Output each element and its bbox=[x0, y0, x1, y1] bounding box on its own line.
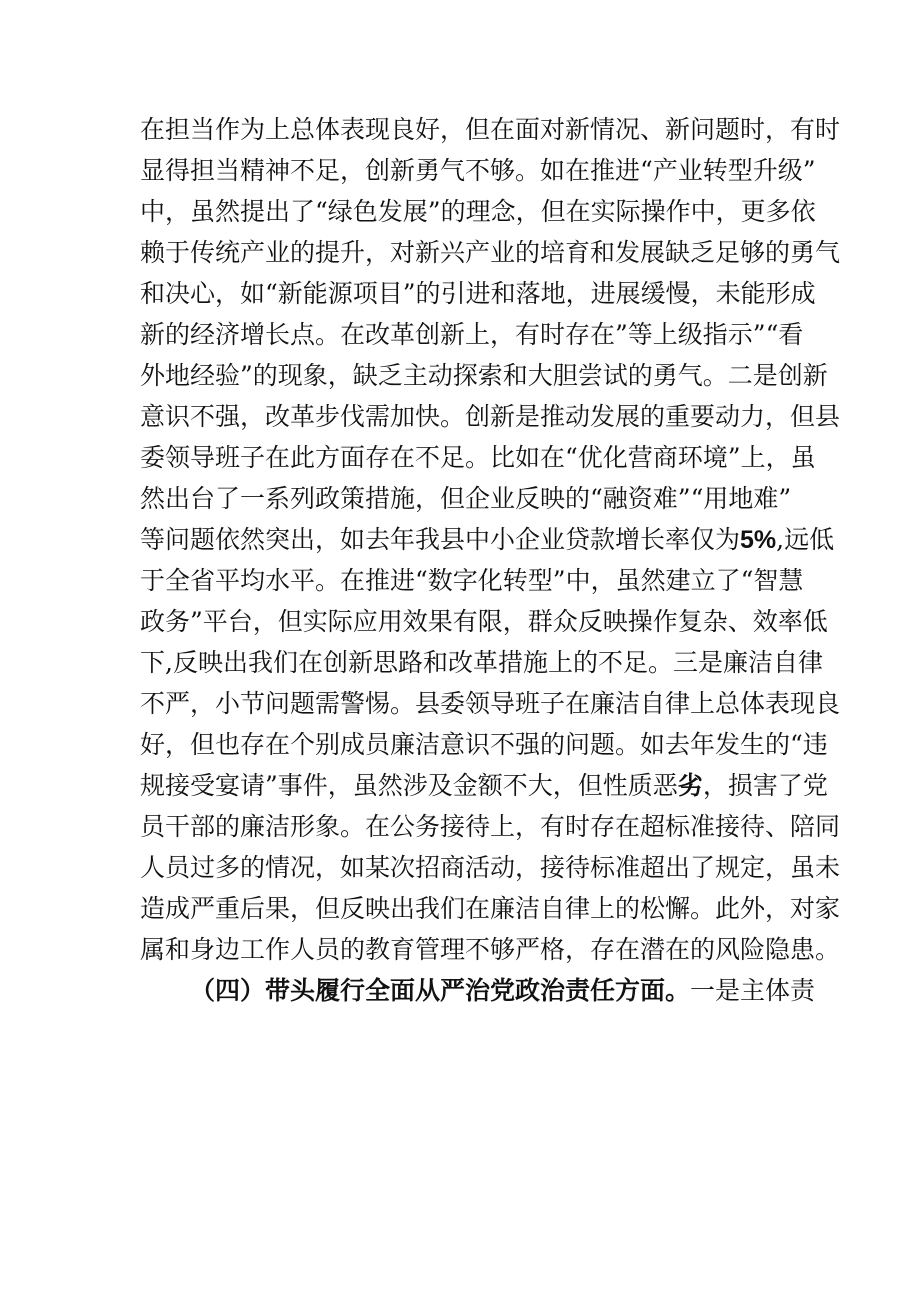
text-line: 员干部的廉洁形象。在公务接待上，有时存在超标准接待、陪同 bbox=[140, 812, 841, 841]
text-line: 外地经验”的现象，缺乏主动探索和大胆尝试的勇气。二是创新 bbox=[140, 361, 828, 390]
text-line: 人员过多的情况，如某次招商活动，接待标准超出了规定，虽未 bbox=[140, 853, 841, 882]
text-line: 不严，小节问题需警惕。县委领导班子在廉洁自律上总体表现良 bbox=[140, 689, 841, 718]
text-line bbox=[140, 765, 828, 806]
text-line: 中，虽然提出了“绿色发展”的理念，但在实际操作中，更多依 bbox=[140, 197, 816, 226]
text-segment: ,远低 bbox=[776, 525, 835, 554]
text-line: 属和身边工作人员的教育管理不够严格，存在潜在的风险隐患。 bbox=[140, 935, 841, 964]
text-line: 显得担当精神不足，创新勇气不够。如在推进“产业转型升级” bbox=[140, 156, 816, 185]
text-segment: 规接受宴请”事件，虽然涉及金额不大，但性质恶 bbox=[140, 771, 678, 800]
text-line: 于全省平均水平。在推进“数字化转型”中，虽然建立了“智慧 bbox=[140, 566, 804, 595]
section-heading-line bbox=[140, 970, 816, 1011]
section-heading: （四）带头履行全面从严治党政治责任方面。 bbox=[190, 976, 691, 1005]
text-line: 意识不强，改革步伐需加快。创新是推动发展的重要动力，但县 bbox=[140, 402, 841, 431]
text-segment: 等问题依然突出，如去年我县中小企业贷款增长率仅为 bbox=[140, 525, 741, 554]
text-line: 造成严重后果，但反映出我们在廉洁自律上的松懈。此外，对家 bbox=[140, 894, 841, 923]
text-line bbox=[140, 519, 835, 560]
text-line: 赖于传统产业的提升，对新兴产业的培育和发展缺乏足够的勇气 bbox=[140, 238, 841, 267]
text-segment: ，损害了党 bbox=[702, 771, 828, 800]
emphasized-character: 劣 bbox=[677, 771, 703, 800]
text-line: 新的经济增长点。在改革创新上，有时存在”等上级指示”“看 bbox=[140, 320, 804, 349]
percent-value: 5% bbox=[740, 526, 777, 554]
text-line: 在担当作为上总体表现良好，但在面对新情况、新问题时，有时 bbox=[140, 115, 841, 144]
text-line: 政务”平台，但实际应用效果有限，群众反映操作复杂、效率低 bbox=[140, 607, 828, 636]
text-line: 和决心，如“新能源项目”的引进和落地，进展缓慢，未能形成 bbox=[140, 279, 816, 308]
text-line: 然出台了一系列政策措施，但企业反映的“融资难”“用地难” bbox=[140, 484, 792, 513]
body-text bbox=[140, 109, 841, 1011]
text-line: 下,反映出我们在创新思路和改革措施上的不足。三是廉洁自律 bbox=[140, 648, 823, 677]
text-line: 好，但也存在个别成员廉洁意识不强的问题。如去年发生的“违 bbox=[140, 730, 828, 759]
heading-continuation: 一是主体责 bbox=[690, 976, 816, 1005]
text-line: 委领导班子在此方面存在不足。比如在“优化营商环境”上，虽 bbox=[140, 443, 816, 472]
